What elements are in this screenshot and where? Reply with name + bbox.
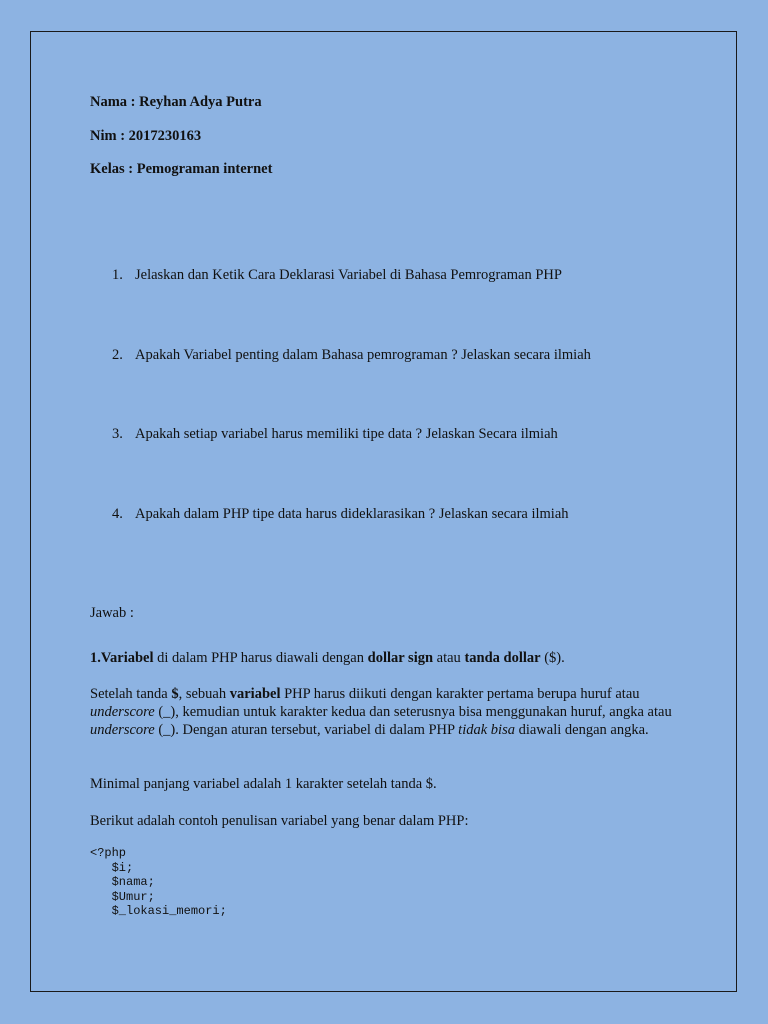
question-text: Jelaskan dan Ketik Cara Deklarasi Variabel di Bahasa Pemrograman PHP <box>135 267 562 283</box>
answer-paragraph-1 <box>90 649 680 667</box>
text-run: PHP harus diikuti dengan karakter pertama berupa huruf atau <box>280 686 640 702</box>
code-block <box>90 846 227 919</box>
question-1 <box>112 266 562 284</box>
student-nim: Nim : 2017230163 <box>90 128 202 144</box>
question-number: 1. <box>112 267 123 283</box>
student-class: Kelas : Pemograman internet <box>90 161 273 177</box>
text-run: ($). <box>540 650 565 666</box>
italic-text: tidak bisa <box>458 722 515 738</box>
question-number: 4. <box>112 506 123 522</box>
bold-text: dollar sign <box>367 650 434 666</box>
question-text: Apakah dalam PHP tipe data harus dideklarasikan ? Jelaskan secara ilmiah <box>135 506 569 522</box>
question-2 <box>112 346 591 364</box>
text-run: (_). Dengan aturan tersebut, variabel di dalam PHP <box>154 722 459 738</box>
student-name: Nama : Reyhan Adya Putra <box>90 94 262 110</box>
question-text: Apakah setiap variabel harus memiliki tipe data ? Jelaskan Secara ilmiah <box>135 426 558 442</box>
answer-paragraph-2 <box>90 685 680 739</box>
text-run: di dalam PHP harus diawali dengan <box>153 650 368 666</box>
answer-paragraph-4: Berikut adalah contoh penulisan variabel yang benar dalam PHP: <box>90 813 469 829</box>
italic-text: underscore <box>90 704 155 720</box>
text-run: diawali dengan angka. <box>514 722 649 738</box>
question-number: 2. <box>112 347 123 363</box>
answer-label: Jawab : <box>90 605 134 621</box>
text-run: , sebuah <box>178 686 230 702</box>
bold-text: tanda dollar <box>464 650 541 666</box>
code-line: $nama; <box>90 875 155 889</box>
text-run: atau <box>433 650 465 666</box>
answer-paragraph-3: Minimal panjang variabel adalah 1 karakter setelah tanda $. <box>90 776 437 792</box>
text-run: Setelah tanda <box>90 686 172 702</box>
code-line: $i; <box>90 860 134 875</box>
bold-text: variabel <box>229 686 281 702</box>
bold-text: $ <box>171 686 179 702</box>
code-line: <?php <box>90 846 127 860</box>
code-line: $_lokasi_memori; <box>90 904 227 918</box>
bold-text: 1.Variabel <box>90 650 154 666</box>
text-run: (_), kemudian untuk karakter kedua dan seterusnya bisa menggunakan huruf, angka atau <box>154 704 672 720</box>
italic-text: underscore <box>90 722 155 738</box>
question-4 <box>112 505 569 523</box>
question-number: 3. <box>112 426 123 442</box>
code-line: $Umur; <box>90 889 155 904</box>
question-text: Apakah Variabel penting dalam Bahasa pemrograman ? Jelaskan secara ilmiah <box>135 347 591 363</box>
question-3 <box>112 425 558 443</box>
